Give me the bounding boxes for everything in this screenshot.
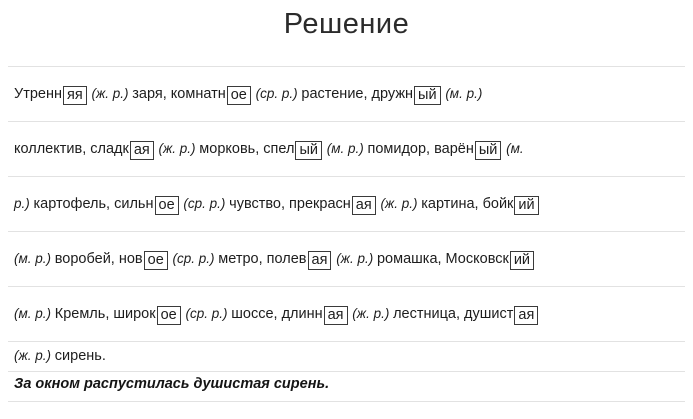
ruled-line — [8, 371, 685, 372]
word-text: морковь, спел — [199, 141, 295, 157]
solution-text-block — [14, 66, 683, 371]
text-line — [14, 231, 683, 286]
boxed-ending: ий — [510, 251, 534, 270]
gender-marker: (ж. р.) — [14, 348, 55, 363]
word-text: заря, комнатн — [132, 86, 226, 102]
boxed-ending: ый — [414, 86, 441, 105]
worksheet-page — [0, 8, 693, 419]
gender-marker: (м. р.) — [441, 86, 483, 101]
word-text: метро, полев — [218, 251, 307, 267]
word-text: Утренн — [14, 86, 62, 102]
gender-marker: (ср. р.) — [181, 306, 232, 321]
text-line — [14, 66, 683, 121]
answer-sentence: За окном распустилась душистая сирень. — [14, 376, 330, 392]
word-text: помидор, варён — [367, 141, 474, 157]
text-line — [14, 341, 683, 371]
word-text: лестница, душист — [393, 306, 514, 322]
boxed-ending: ий — [514, 196, 538, 215]
boxed-ending: ое — [144, 251, 168, 270]
boxed-ending: ая — [130, 141, 154, 160]
boxed-ending: ая — [514, 306, 538, 325]
word-text: шоссе, длинн — [231, 306, 323, 322]
word-text: воробей, нов — [54, 251, 143, 267]
text-line — [14, 286, 683, 341]
boxed-ending: ая — [352, 196, 376, 215]
gender-marker: (ср. р.) — [179, 196, 230, 211]
gender-marker: (м. р.) — [322, 141, 368, 156]
word-text: растение, дружн — [301, 86, 414, 102]
gender-marker: (ж. р.) — [87, 86, 133, 101]
gender-marker: р.) — [14, 196, 34, 211]
gender-marker: (м. р.) — [14, 251, 55, 266]
boxed-ending: ое — [155, 196, 179, 215]
page-title: Решение — [283, 8, 410, 40]
boxed-ending: ая — [324, 306, 348, 325]
gender-marker: (ж. р.) — [376, 196, 422, 211]
ruled-line — [8, 401, 685, 402]
word-text: чувство, прекрасн — [229, 196, 351, 212]
boxed-ending: ый — [475, 141, 502, 160]
gender-marker: (ср. р.) — [251, 86, 302, 101]
boxed-ending: ое — [157, 306, 181, 325]
boxed-ending: ый — [295, 141, 322, 160]
word-text: сирень. — [54, 348, 106, 364]
gender-marker: (ср. р.) — [168, 251, 219, 266]
word-text: Кремль, широк — [54, 306, 156, 322]
text-line — [14, 121, 683, 176]
boxed-ending: яя — [63, 86, 87, 105]
boxed-ending: ая — [308, 251, 332, 270]
word-text: ромашка, Московск — [376, 251, 509, 267]
word-text: картина, бойк — [421, 196, 514, 212]
word-text: коллектив, сладк — [14, 141, 129, 157]
word-text: картофель, сильн — [33, 196, 154, 212]
gender-marker: (ж. р.) — [154, 141, 200, 156]
boxed-ending: ое — [227, 86, 251, 105]
text-line — [14, 176, 683, 231]
gender-marker: (м. — [502, 141, 524, 156]
gender-marker: (м. р.) — [14, 306, 55, 321]
gender-marker: (ж. р.) — [332, 251, 377, 266]
gender-marker: (ж. р.) — [348, 306, 394, 321]
